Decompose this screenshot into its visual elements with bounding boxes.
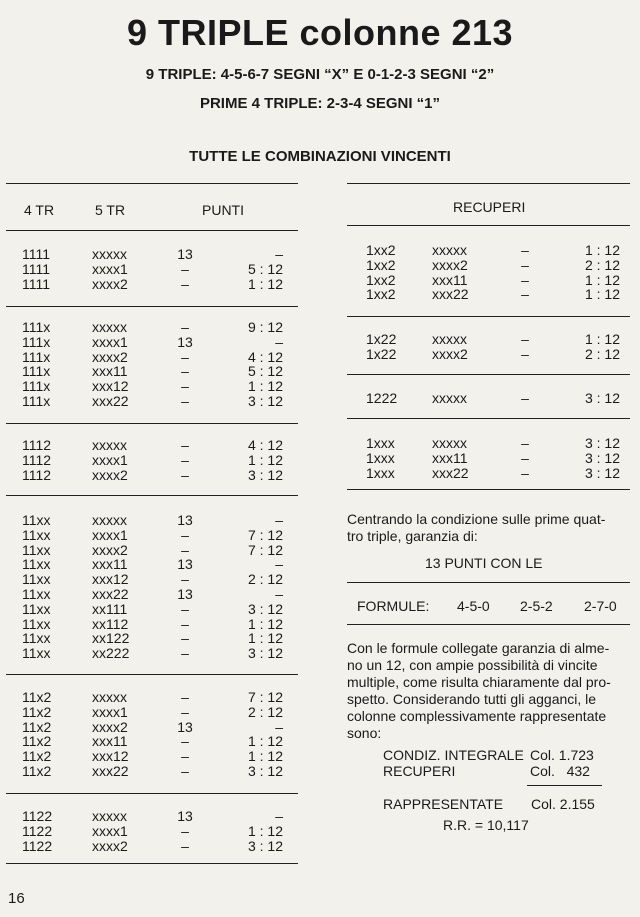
row-punti-cell: 1 : 12 xyxy=(247,615,283,632)
row-5tr-cell: xxxx2 xyxy=(92,275,128,292)
row-5tr-cell: xxx22 xyxy=(92,586,129,602)
row-4tr-cell: 11x2 xyxy=(22,763,52,779)
row-punti-cell: 3 : 12 xyxy=(247,600,283,617)
left-group-rule xyxy=(6,495,298,496)
row-4tr-cell: 11xx xyxy=(22,571,51,588)
recupero-4tr-cell: 1xxx xyxy=(366,464,395,481)
row-13-cell: – xyxy=(181,600,189,617)
right-group-rule xyxy=(347,316,630,317)
recupero-dash-cell: – xyxy=(521,345,529,362)
recupero-4tr-cell: 1xx2 xyxy=(366,271,396,288)
row-4tr-cell: 11x2 xyxy=(22,703,52,720)
row-4tr-cell: 1122 xyxy=(22,808,53,824)
recupero-punti-cell: 1 : 12 xyxy=(584,286,620,303)
recupero-4tr-cell: 1x22 xyxy=(366,331,397,347)
row-4tr-cell: 111x xyxy=(22,363,51,380)
formule-bottom-rule xyxy=(347,624,630,625)
row-5tr-cell: xxxx1 xyxy=(92,703,128,720)
recupero-5tr-cell: xxxxx xyxy=(432,390,467,406)
row-4tr-cell: 11xx xyxy=(22,600,51,617)
recupero-punti-cell: 1 : 12 xyxy=(584,331,620,347)
row-punti-cell: 3 : 12 xyxy=(247,645,283,662)
row-punti-cell: – xyxy=(275,512,283,528)
row-5tr-cell: xxxxx xyxy=(92,246,127,262)
recupero-dash-cell: – xyxy=(521,464,529,481)
left-group-rule xyxy=(6,674,298,675)
page-number: 16 xyxy=(8,890,25,907)
formula-3: 2-7-0 xyxy=(584,598,617,614)
row-punti-cell: – xyxy=(275,718,283,735)
row-5tr-cell: xxxxx xyxy=(92,319,127,335)
recupero-punti-cell: 1 : 12 xyxy=(584,271,620,288)
row-13-cell: – xyxy=(181,763,189,779)
left-group-rule xyxy=(6,863,298,864)
row-4tr-cell: 111x xyxy=(22,319,51,335)
row-4tr-cell: 1122 xyxy=(22,822,53,839)
recupero-4tr-cell: 1xxx xyxy=(366,435,395,451)
header-punti: PUNTI xyxy=(202,202,244,218)
recupero-punti-cell: 3 : 12 xyxy=(584,449,620,466)
row-5tr-cell: xxxx1 xyxy=(92,822,128,839)
subtitle-triple-signs: 9 TRIPLE: 4-5-6-7 SEGNI “X” E 0-1-2-3 SEGNI “2” xyxy=(145,66,495,83)
row-4tr-cell: 1112 xyxy=(22,466,52,483)
row-punti-cell: 3 : 12 xyxy=(247,837,283,854)
row-punti-cell: 4 : 12 xyxy=(247,348,283,365)
row-4tr-cell: 11xx xyxy=(22,541,51,558)
row-5tr-cell: xxxxx xyxy=(92,512,127,528)
recupero-5tr-cell: xxxxx xyxy=(432,242,467,258)
row-punti-cell: 5 : 12 xyxy=(247,260,283,277)
recupero-dash-cell: – xyxy=(521,271,529,288)
row-4tr-cell: 11xx xyxy=(22,512,51,528)
recupero-5tr-cell: xxxxx xyxy=(432,331,467,347)
row-4tr-cell: 11xx xyxy=(22,586,51,602)
row-5tr-cell: xxxx2 xyxy=(92,718,128,735)
formule-label: FORMULE: xyxy=(357,598,430,614)
recupero-5tr-cell: xxxx2 xyxy=(432,256,468,273)
row-13-cell: 13 xyxy=(177,556,193,573)
row-13-cell: 13 xyxy=(177,246,193,262)
row-punti-cell: 1 : 12 xyxy=(247,630,283,647)
paragraph-line-6: sono: xyxy=(347,725,382,741)
row-13-cell: – xyxy=(181,541,189,558)
right-table-header-rule xyxy=(347,225,630,226)
row-13-cell: – xyxy=(181,615,189,632)
row-punti-cell: 1 : 12 xyxy=(247,733,283,750)
recupero-dash-cell: – xyxy=(521,242,529,258)
row-punti-cell: 7 : 12 xyxy=(247,541,283,558)
row-13-cell: – xyxy=(181,451,189,468)
paragraph-line-3: multiple, come risulta chiaramente dal pro- xyxy=(347,674,611,690)
row-5tr-cell: xxxx1 xyxy=(92,451,128,468)
row-13-cell: – xyxy=(181,630,189,647)
section-heading: TUTTE LE COMBINAZIONI VINCENTI xyxy=(189,148,451,165)
row-5tr-cell: xxxx2 xyxy=(92,348,128,365)
left-group-rule xyxy=(6,793,298,794)
row-13-cell: 13 xyxy=(177,333,193,350)
row-punti-cell: 5 : 12 xyxy=(247,363,283,380)
row-punti-cell: – xyxy=(275,808,283,824)
row-5tr-cell: xxx12 xyxy=(92,378,129,395)
row-5tr-cell: xxxx2 xyxy=(92,466,128,483)
row-punti-cell: – xyxy=(275,333,283,350)
row-4tr-cell: 11xx xyxy=(22,630,51,647)
recupero-dash-cell: – xyxy=(521,449,529,466)
recupero-dash-cell: – xyxy=(521,331,529,347)
row-5tr-cell: xxxx1 xyxy=(92,260,128,277)
row-4tr-cell: 1111 xyxy=(22,275,51,292)
row-punti-cell: 1 : 12 xyxy=(247,378,283,395)
note-line-2: tro triple, garanzia di: xyxy=(347,528,478,544)
row-4tr-cell: 11x2 xyxy=(22,718,52,735)
recupero-punti-cell: 3 : 12 xyxy=(584,390,620,406)
right-group-rule xyxy=(347,489,630,490)
row-punti-cell: 3 : 12 xyxy=(247,466,283,483)
row-13-cell: – xyxy=(181,748,189,765)
row-punti-cell: 1 : 12 xyxy=(247,451,283,468)
row-punti-cell: 4 : 12 xyxy=(247,437,283,453)
row-4tr-cell: 11x2 xyxy=(22,689,52,705)
row-4tr-cell: 111x xyxy=(22,348,51,365)
recupero-4tr-cell: 1xxx xyxy=(366,449,395,466)
row-13-cell: – xyxy=(181,822,189,839)
row-5tr-cell: xxx12 xyxy=(92,571,129,588)
recupero-4tr-cell: 1xx2 xyxy=(366,256,396,273)
note-line-1: Centrando la condizione sulle prime quat- xyxy=(347,511,606,527)
recupero-punti-cell: 1 : 12 xyxy=(584,242,620,258)
row-5tr-cell: xxx11 xyxy=(92,363,128,380)
row-13-cell: – xyxy=(181,393,189,409)
row-punti-cell: 1 : 12 xyxy=(247,275,283,292)
header-recuperi: RECUPERI xyxy=(453,199,526,215)
condiz-value: Col. 1.723 xyxy=(530,747,594,763)
row-4tr-cell: 1122 xyxy=(22,837,53,854)
condiz-label: CONDIZ. INTEGRALE xyxy=(383,747,524,763)
row-punti-cell: 1 : 12 xyxy=(247,748,283,765)
row-punti-cell: 9 : 12 xyxy=(247,319,283,335)
recuperi-value: Col. 432 xyxy=(530,763,590,779)
recupero-5tr-cell: xxxxx xyxy=(432,435,467,451)
recupero-punti-cell: 3 : 12 xyxy=(584,435,620,451)
right-table-top-rule xyxy=(347,183,630,184)
row-13-cell: – xyxy=(181,526,189,543)
recupero-4tr-cell: 1xx2 xyxy=(366,286,396,303)
paragraph-line-1: Con le formule collegate garanzia di alme- xyxy=(347,640,610,656)
recupero-5tr-cell: xxx22 xyxy=(432,286,469,303)
paragraph-line-4: spetto. Considerando tutti gli agganci, le xyxy=(347,691,597,707)
row-4tr-cell: 11x2 xyxy=(22,733,52,750)
row-5tr-cell: xxx22 xyxy=(92,393,129,409)
row-4tr-cell: 11x2 xyxy=(22,748,52,765)
row-5tr-cell: xx111 xyxy=(92,600,128,617)
recupero-5tr-cell: xxx11 xyxy=(432,449,468,466)
row-13-cell: – xyxy=(181,260,189,277)
row-13-cell: 13 xyxy=(177,718,193,735)
row-4tr-cell: 1111 xyxy=(22,246,51,262)
recupero-dash-cell: – xyxy=(521,256,529,273)
recuperi-label: RECUPERI xyxy=(383,763,456,779)
left-table-header-rule xyxy=(6,230,298,231)
left-group-rule xyxy=(6,306,298,307)
right-group-rule xyxy=(347,374,630,375)
row-punti-cell: – xyxy=(275,556,283,573)
row-4tr-cell: 111x xyxy=(22,378,51,395)
row-13-cell: – xyxy=(181,437,189,453)
row-5tr-cell: xxxxx xyxy=(92,808,127,824)
recupero-dash-cell: – xyxy=(521,390,529,406)
row-5tr-cell: xxx22 xyxy=(92,763,129,779)
rr-value: R.R. = 10,117 xyxy=(443,817,529,833)
row-13-cell: – xyxy=(181,319,189,335)
row-13-cell: 13 xyxy=(177,586,193,602)
row-13-cell: 13 xyxy=(177,512,193,528)
recupero-5tr-cell: xxxx2 xyxy=(432,345,468,362)
row-4tr-cell: 111x xyxy=(22,333,51,350)
left-table-top-rule xyxy=(6,183,298,184)
recupero-punti-cell: 3 : 12 xyxy=(584,464,620,481)
row-punti-cell: 1 : 12 xyxy=(247,822,283,839)
recupero-dash-cell: – xyxy=(521,286,529,303)
row-5tr-cell: xxx11 xyxy=(92,556,128,573)
row-13-cell: – xyxy=(181,645,189,662)
recupero-4tr-cell: 1x22 xyxy=(366,345,397,362)
totals-sum-rule xyxy=(527,785,602,786)
row-punti-cell: – xyxy=(275,586,283,602)
row-5tr-cell: xx122 xyxy=(92,630,130,647)
row-5tr-cell: xxx11 xyxy=(92,733,128,750)
row-5tr-cell: xxxxx xyxy=(92,437,127,453)
row-punti-cell: 7 : 12 xyxy=(247,526,283,543)
row-punti-cell: 3 : 12 xyxy=(247,763,283,779)
header-4tr: 4 TR xyxy=(24,202,55,218)
row-5tr-cell: xxxxx xyxy=(92,689,127,705)
row-13-cell: – xyxy=(181,571,189,588)
recupero-dash-cell: – xyxy=(521,435,529,451)
row-punti-cell: 7 : 12 xyxy=(247,689,283,705)
row-5tr-cell: xx222 xyxy=(92,645,130,662)
row-5tr-cell: xxxx1 xyxy=(92,333,128,350)
subtitle-first-triples: PRIME 4 TRIPLE: 2-3-4 SEGNI “1” xyxy=(199,95,441,112)
row-13-cell: – xyxy=(181,837,189,854)
note-punti: 13 PUNTI CON LE xyxy=(425,555,543,571)
row-5tr-cell: xxxx1 xyxy=(92,526,128,543)
row-punti-cell: 3 : 12 xyxy=(247,393,283,409)
row-4tr-cell: 11xx xyxy=(22,556,51,573)
row-punti-cell: 2 : 12 xyxy=(247,703,283,720)
formula-2: 2-5-2 xyxy=(520,598,553,614)
row-13-cell: – xyxy=(181,466,189,483)
recupero-punti-cell: 2 : 12 xyxy=(584,256,620,273)
row-13-cell: 13 xyxy=(177,808,193,824)
right-group-rule xyxy=(347,418,630,419)
row-13-cell: – xyxy=(181,348,189,365)
row-punti-cell: – xyxy=(275,246,283,262)
paragraph-line-5: colonne complessivamente rappresentate xyxy=(347,708,607,724)
formula-1: 4-5-0 xyxy=(457,598,490,614)
paragraph-line-2: no un 12, con ampie possibilità di vincite xyxy=(347,657,598,673)
recupero-4tr-cell: 1222 xyxy=(366,390,398,406)
row-13-cell: – xyxy=(181,363,189,380)
row-5tr-cell: xxx12 xyxy=(92,748,129,765)
row-13-cell: – xyxy=(181,275,189,292)
row-4tr-cell: 11xx xyxy=(22,526,51,543)
recupero-punti-cell: 2 : 12 xyxy=(584,345,620,362)
formule-top-rule xyxy=(347,582,630,583)
row-4tr-cell: 111x xyxy=(22,393,51,409)
row-13-cell: – xyxy=(181,733,189,750)
page-title: 9 TRIPLE colonne 213 xyxy=(126,12,514,53)
row-5tr-cell: xxxx2 xyxy=(92,541,128,558)
row-punti-cell: 2 : 12 xyxy=(247,571,283,588)
rappresentate-label: RAPPRESENTATE xyxy=(383,796,504,812)
row-13-cell: – xyxy=(181,378,189,395)
row-5tr-cell: xxxx2 xyxy=(92,837,128,854)
recupero-5tr-cell: xxx11 xyxy=(432,271,468,288)
row-5tr-cell: xx112 xyxy=(92,615,129,632)
left-group-rule xyxy=(6,423,298,424)
header-5tr: 5 TR xyxy=(95,202,126,218)
recupero-5tr-cell: xxx22 xyxy=(432,464,469,481)
row-13-cell: – xyxy=(181,703,189,720)
row-4tr-cell: 1112 xyxy=(22,437,52,453)
row-4tr-cell: 11xx xyxy=(22,615,51,632)
row-13-cell: – xyxy=(181,689,189,705)
row-4tr-cell: 1112 xyxy=(22,451,52,468)
row-4tr-cell: 1111 xyxy=(22,260,51,277)
row-4tr-cell: 11xx xyxy=(22,645,51,662)
rappresentate-value: Col. 2.155 xyxy=(531,796,595,812)
recupero-4tr-cell: 1xx2 xyxy=(366,242,396,258)
